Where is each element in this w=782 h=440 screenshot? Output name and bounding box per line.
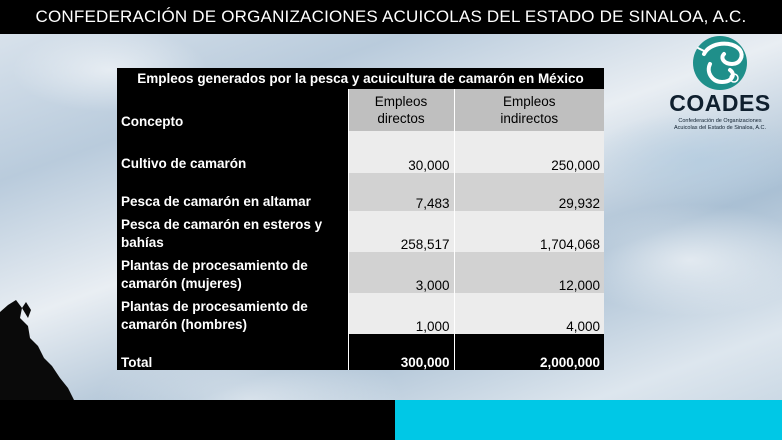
- employment-table: [117, 68, 604, 370]
- footer-accent-band: [395, 400, 782, 440]
- shrimp-emblem-icon: [660, 34, 780, 92]
- coastline-map-graphic: [0, 300, 90, 410]
- cell-indirectos: 250,000: [454, 131, 604, 173]
- table-header-row: [117, 89, 604, 132]
- row-label: [117, 131, 348, 173]
- cell-directos: 258,517: [348, 211, 454, 252]
- cell-indirectos: 4,000: [454, 293, 604, 334]
- table-row: [117, 131, 604, 173]
- cell-directos: 1,000: [348, 293, 454, 334]
- cell-directos: 3,000: [348, 252, 454, 293]
- total-directos: 300,000: [348, 334, 454, 370]
- row-label-line1: Pesca de camarón en esteros y: [121, 217, 323, 232]
- header-indirectos-line2: indirectos: [500, 111, 559, 126]
- table-total-row: [117, 334, 604, 370]
- row-label-line2: bahías: [121, 235, 164, 250]
- header-empleos-directos: [348, 89, 454, 132]
- header-directos-line1: Empleos: [374, 94, 428, 109]
- footer-dark-band: [0, 400, 395, 440]
- coades-logo: [660, 34, 780, 138]
- row-label-line1: Pesca de camarón en altamar: [121, 194, 311, 209]
- cell-indirectos: 1,704,068: [454, 211, 604, 252]
- row-label-line1: Plantas de procesamiento de: [121, 299, 308, 314]
- row-label: [117, 173, 348, 211]
- row-label-line1: Cultivo de camarón: [121, 156, 247, 171]
- header-directos-line2: directos: [377, 111, 425, 126]
- table-row: [117, 293, 604, 334]
- table-row: [117, 252, 604, 293]
- table-caption-row: [117, 68, 604, 89]
- table-row: [117, 173, 604, 211]
- logo-subtitle-line1: Confederación de Organizaciones: [678, 118, 762, 124]
- cell-indirectos: 29,932: [454, 173, 604, 211]
- row-label-line2: camarón (mujeres): [121, 276, 242, 291]
- total-label: Total: [117, 334, 348, 370]
- table-row: [117, 211, 604, 252]
- total-indirectos: 2,000,000: [454, 334, 604, 370]
- logo-subtitle-line2: Acuicolas del Estado de Sinaloa, A.C.: [673, 125, 767, 131]
- row-label-line1: Plantas de procesamiento de: [121, 258, 308, 273]
- slide-title: CONFEDERACIÓN DE ORGANIZACIONES ACUICOLAS DEL ESTADO DE SINALOA, A.C.: [35, 7, 747, 26]
- logo-wordmark: COADES: [669, 90, 771, 116]
- row-label-line2: camarón (hombres): [121, 317, 248, 332]
- header-indirectos-line1: Empleos: [502, 94, 556, 109]
- row-label: [117, 211, 348, 252]
- cell-directos: 30,000: [348, 131, 454, 173]
- cell-directos: 7,483: [348, 173, 454, 211]
- table-caption: Empleos generados por la pesca y acuicultura de camarón en México: [117, 68, 604, 89]
- cell-indirectos: 12,000: [454, 252, 604, 293]
- header-concepto: Concepto: [117, 89, 348, 132]
- header-empleos-indirectos: [454, 89, 604, 132]
- row-label: [117, 293, 348, 334]
- row-label: [117, 252, 348, 293]
